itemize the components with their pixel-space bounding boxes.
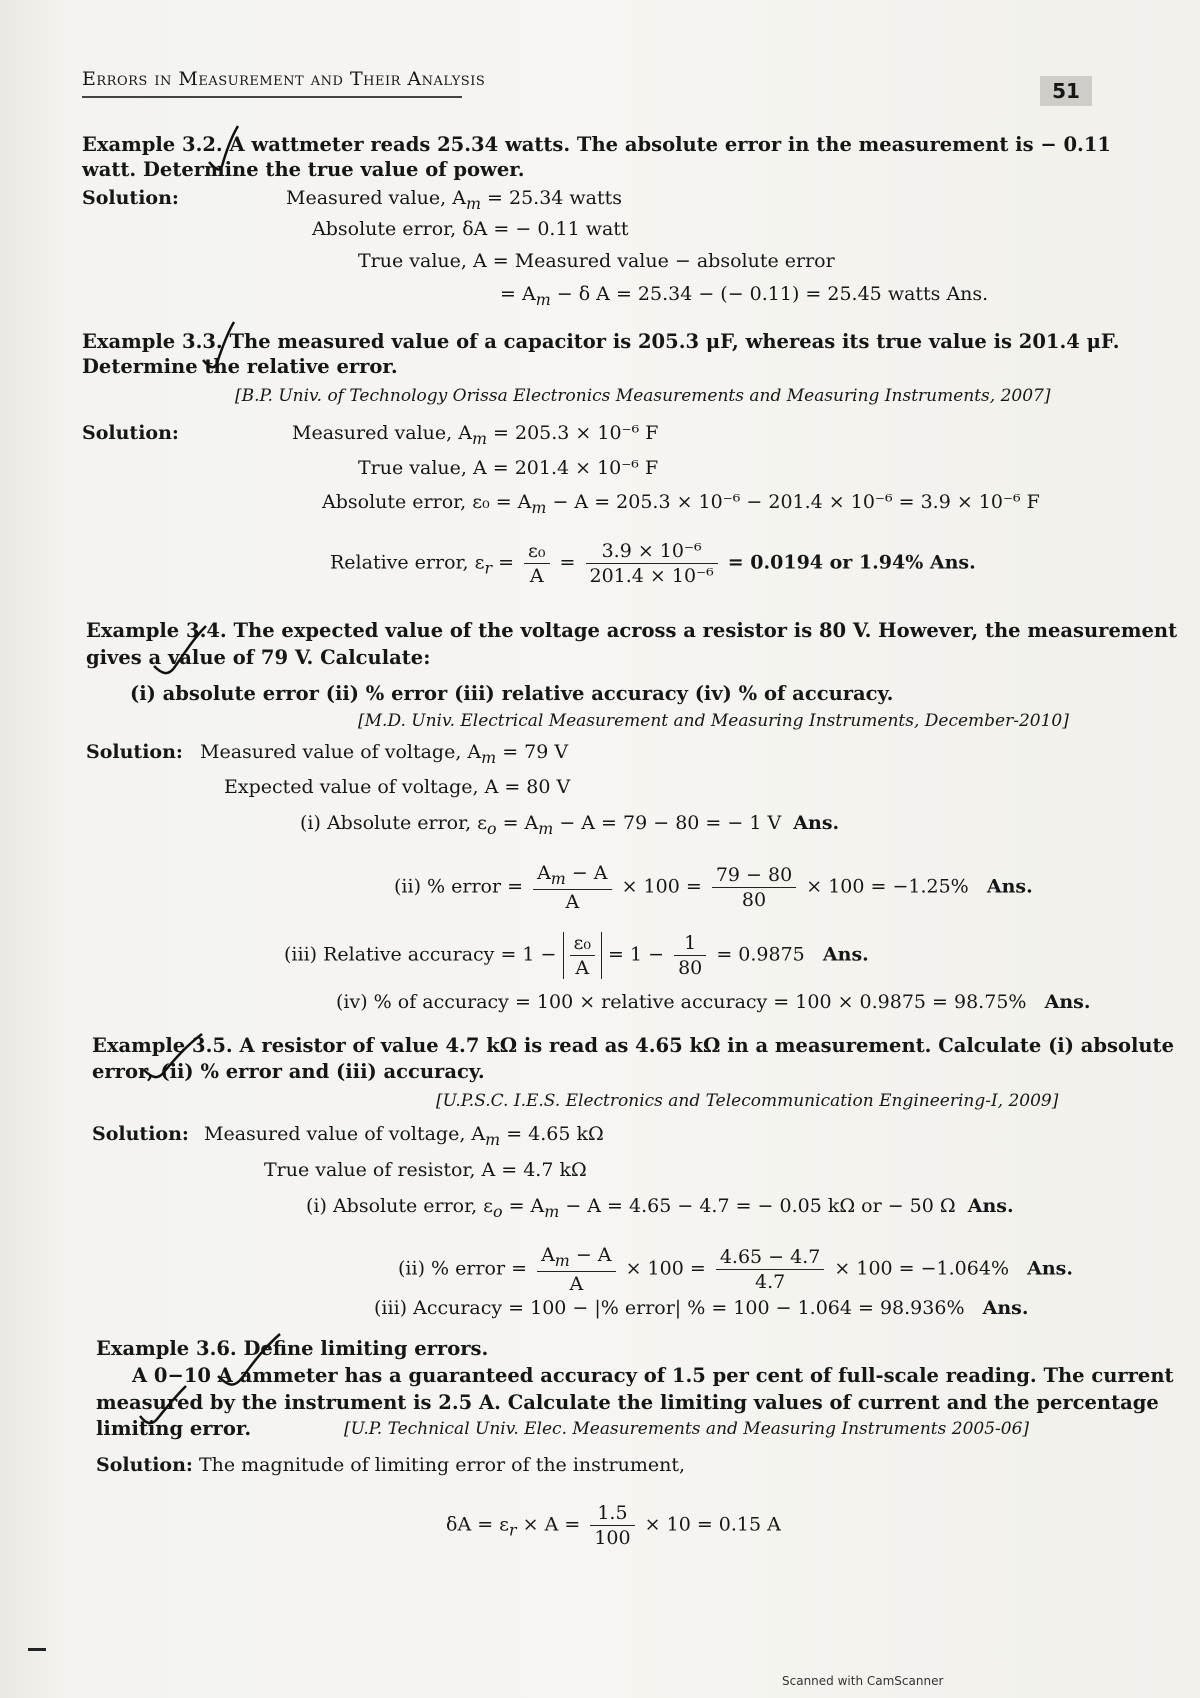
example-3-4-line2: gives a value of 79 V. Calculate:	[86, 646, 431, 669]
example-3-6-line4: limiting error.	[96, 1417, 252, 1440]
ex35-reference: [U.P.S.C. I.E.S. Electronics and Telecommunication Engineering-I, 2009]	[436, 1091, 1059, 1111]
ex35-percent-error: (ii) % error = $\frac{A_m - A}{A}$ × 100 = $\frac{4.65 - 4.7}{4.7}$ × 100 = −1.064% Ans.	[398, 1244, 1073, 1295]
solution-label: Solution:	[82, 187, 179, 209]
example-3-6-line1: Example 3.6. Define limiting errors.	[96, 1337, 489, 1360]
ex34-abs-error: (i) Absolute error, $\varepsilon_o = A_m - A = 79 - 80$ = − 1 V Ans.	[300, 812, 840, 838]
ex33-true-value: True value, A = 201.4 × 10⁻⁶ F	[358, 457, 659, 479]
tick-mark-icon	[140, 1030, 206, 1084]
ex36-limiting-error: $\delta A = \varepsilon_r \times A$ = $\frac{1.5}{100}$ × 10 = 0.15 A	[446, 1502, 781, 1549]
ex35-accuracy: (iii) Accuracy = 100 − |% error| % = 100 − 1.064 = 98.936% Ans.	[374, 1297, 1029, 1319]
example-3-4-parts: (i) absolute error (ii) % error (iii) relative accuracy (iv) % of accuracy.	[130, 682, 894, 705]
ex35-measured: Measured value of voltage, $A_m = 4.65$ kΩ	[204, 1123, 604, 1149]
ex34-percent-accuracy: (iv) % of accuracy = 100 × relative accuracy = 100 × 0.9875 = 98.75% Ans.	[336, 991, 1091, 1013]
solution-label: Solution:	[82, 422, 179, 444]
scanner-watermark: Scanned with CamScanner	[782, 1674, 944, 1688]
ex32-abs-error: Absolute error, δA = − 0.11 watt	[312, 218, 629, 240]
example-3-2-line2: watt. Determine the true value of power.	[82, 158, 525, 181]
ex33-reference: [B.P. Univ. of Technology Orissa Electronics Measurements and Measuring Instruments, 2007]	[235, 386, 1051, 406]
ex34-relative-accuracy: (iii) Relative accuracy = 1 − $\frac{\text{ε₀}}{A}$ = 1 − $\frac{1}{80}$ = 0.9875 Ans.	[284, 932, 869, 979]
ex35-true-value: True value of resistor, A = 4.7 kΩ	[264, 1159, 587, 1181]
ex34-percent-error: (ii) % error = $\frac{A_m - A}{A}$ × 100 = $\frac{79 - 80}{80}$ × 100 = −1.25% Ans.	[394, 862, 1033, 913]
example-3-5-line1: Example 3.5. A resistor of value 4.7 kΩ is read as 4.65 kΩ in a measurement. Calculate (i) absolute	[92, 1034, 1174, 1057]
ex32-result: = $A_m - \delta$ A = 25.34 − (− 0.11) = 25.45 watts Ans.	[500, 283, 989, 309]
example-3-5-line2: error, (ii) % error and (iii) accuracy.	[92, 1060, 485, 1083]
example-3-2-line1: Example 3.2. A wattmeter reads 25.34 watts. The absolute error in the measurement is − 0.11	[82, 133, 1111, 156]
ex33-measured: Measured value, $A_m = 205.3 \times 10^{-6}$ F	[292, 422, 659, 448]
scan-edge-mark	[28, 1648, 46, 1651]
ex34-expected: Expected value of voltage, A = 80 V	[224, 776, 571, 798]
example-3-4-line1: Example 3.4. The expected value of the voltage across a resistor is 80 V. However, the measurement	[86, 619, 1178, 642]
running-header: Errors in Measurement and Their Analysis	[82, 68, 486, 90]
ex32-measured: Measured value, $A_m = 25.34$ watts	[286, 187, 623, 213]
ex35-abs-error: (i) Absolute error, $\varepsilon_o = A_m - A = 4.65 - 4.7$ = − 0.05 kΩ or − 50 Ω Ans.	[306, 1195, 1014, 1221]
tick-mark-icon	[200, 318, 236, 374]
ex36-solution: Solution: The magnitude of limiting error of the instrument,	[96, 1454, 686, 1476]
ex33-abs-error: Absolute error, $\varepsilon_0 = A_m - A = 205.3 \times 10^{-6} - 201.4 \times 10^{-6} = 3.9 \times 10^{-6}$ F	[322, 491, 1040, 517]
page-number: 51	[1040, 76, 1092, 106]
ex33-relative-error: Relative error, $\varepsilon_r$ = $\frac{\text{ε₀}}{A}$ = $\frac{\text{3.9 × 10⁻⁶}}{\text{201.4 × 10⁻⁶}}$ = 0.0194 or 1.94% Ans.	[330, 540, 976, 587]
ex34-reference: [M.D. Univ. Electrical Measurement and Measuring Instruments, December-2010]	[358, 711, 1069, 731]
header-rule	[82, 96, 462, 98]
tick-mark-icon	[214, 1330, 284, 1392]
solution-label: Solution:	[86, 741, 183, 763]
ex34-measured: Measured value of voltage, $A_m = 79$ V	[200, 741, 569, 767]
example-3-6-line3: measured by the instrument is 2.5 A. Calculate the limiting values of current and the percentage	[96, 1391, 1159, 1414]
solution-label: Solution:	[92, 1123, 189, 1145]
ex32-true-value: True value, A = Measured value − absolute error	[358, 250, 835, 272]
tick-mark-icon	[136, 1382, 190, 1428]
ex36-reference: [U.P. Technical Univ. Elec. Measurements and Measuring Instruments 2005-06]	[344, 1419, 1030, 1439]
tick-mark-icon	[206, 122, 240, 176]
example-3-3-line2: Determine the relative error.	[82, 355, 398, 378]
example-3-6-line2: A 0−10 A ammeter has a guaranteed accuracy of 1.5 per cent of full-scale reading. The current	[132, 1364, 1174, 1387]
example-3-3-line1: Example 3.3. The measured value of a capacitor is 205.3 μF, whereas its true value is 201.4 μF.	[82, 330, 1120, 353]
tick-mark-icon	[150, 622, 210, 684]
